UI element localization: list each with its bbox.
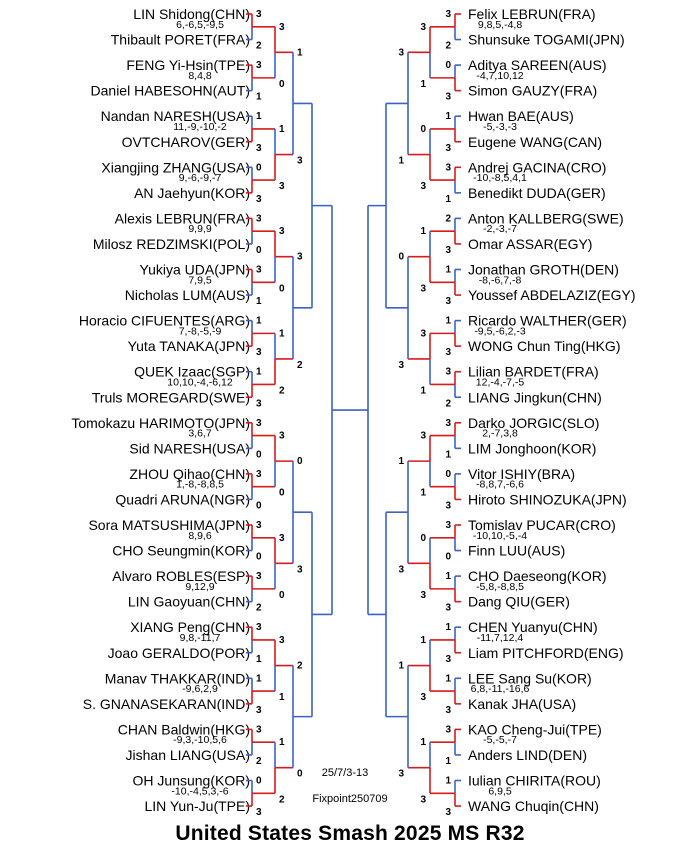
game-score: 2 [445, 213, 451, 225]
game-score: 1 [256, 296, 262, 308]
player-name: CHO Seungmin(KOR) [112, 542, 250, 559]
game-score: 2 [297, 359, 303, 371]
game-score: 3 [256, 622, 262, 634]
game-score: 0 [398, 251, 404, 263]
game-score: 0 [279, 283, 285, 295]
player-name: Dang QIU(GER) [468, 593, 570, 610]
player-name: Sora MATSUSHIMA(JPN) [88, 517, 250, 533]
player-name: Horacio CIFUENTES(ARG) [78, 312, 250, 329]
game-score: 2 [297, 660, 303, 672]
game-score: 1 [445, 775, 451, 787]
player-name: Milosz REDZIMSKI(POL) [92, 235, 250, 252]
game-score: 1 [256, 653, 262, 665]
player-name: Joao GERALDO(POR) [107, 644, 250, 661]
player-name: OVTCHAROV(GER) [121, 133, 250, 150]
game-score: 3 [297, 251, 303, 263]
player-name: Jonathan GROTH(DEN) [468, 261, 619, 278]
set-scores: 10,10,-4,-6,12 [167, 376, 233, 389]
game-score: 1 [256, 91, 262, 103]
game-score: 3 [279, 634, 285, 646]
game-score: 3 [420, 283, 426, 295]
game-score: 1 [297, 47, 303, 59]
set-scores: 6,-6,5,-9,5 [176, 18, 224, 31]
game-score: 0 [256, 500, 262, 512]
player-name: Aditya SAREEN(AUS) [468, 57, 607, 74]
game-score: 3 [445, 347, 451, 359]
game-score: 3 [256, 807, 262, 819]
player-name: Eugene WANG(CAN) [468, 133, 603, 150]
player-name: Tomislav PUCAR(CRO) [468, 517, 616, 533]
game-score: 3 [256, 398, 262, 410]
player-name: Darko JORGIC(SLO) [468, 414, 600, 431]
set-scores: 2,-7,3,8 [482, 427, 518, 440]
set-scores: -9,3,-10,5,6 [173, 734, 227, 747]
game-score: 1 [279, 328, 285, 340]
game-score: 1 [256, 673, 262, 685]
set-scores: -9,5,-6,2,-3 [474, 325, 526, 338]
game-score: 3 [445, 724, 451, 736]
game-score: 1 [256, 366, 262, 378]
game-score: 3 [445, 142, 451, 154]
set-scores: -10,-4,5,3,-6 [171, 785, 229, 798]
player-name: Omar ASSAR(EGY) [468, 235, 593, 252]
set-scores: 9,-6,-9,-7 [178, 172, 222, 185]
player-name: CHEN Yuanyu(CHN) [468, 619, 598, 636]
game-score: 2 [256, 755, 262, 767]
game-score: 3 [445, 500, 451, 512]
game-score: 1 [256, 315, 262, 327]
game-score: 0 [279, 487, 285, 499]
player-name: WONG Chun Ting(HKG) [468, 338, 621, 355]
game-score: 3 [256, 213, 262, 225]
player-name: Jishan LIANG(USA) [125, 746, 250, 763]
set-scores: -11,7,12,4 [476, 631, 524, 644]
set-scores: -8,8,7,-6,6 [476, 478, 524, 491]
player-name: Nicholas LUM(AUS) [124, 287, 250, 304]
game-score: 1 [256, 111, 262, 123]
game-score: 3 [256, 193, 262, 205]
set-scores: 9,8,-11,7 [179, 631, 221, 644]
game-score: 3 [256, 9, 262, 20]
game-score: 1 [420, 78, 426, 90]
game-score: 3 [256, 468, 262, 480]
game-score: 3 [445, 417, 451, 429]
game-score: 0 [420, 532, 426, 544]
game-score: 3 [279, 430, 285, 442]
game-score: 0 [445, 60, 451, 72]
player-name: Hiroto SHINOZUKA(JPN) [468, 491, 627, 508]
game-score: 0 [256, 775, 262, 787]
player-name: CHAN Baldwin(HKG) [117, 721, 250, 738]
player-name: Nandan NARESH(USA) [100, 108, 250, 125]
player-name: Simon GAUZY(FRA) [468, 82, 598, 99]
set-scores: -8,-6,7,-8 [478, 274, 522, 287]
game-score: 1 [445, 622, 451, 634]
game-score: 1 [398, 456, 404, 468]
game-score: 1 [445, 571, 451, 583]
player-name: Lilian BARDET(FRA) [468, 363, 599, 380]
player-name: Ricardo WALTHER(GER) [468, 312, 627, 329]
set-scores: 9,9,9 [188, 223, 212, 236]
game-score: 2 [445, 398, 451, 410]
player-name: Youssef ABDELAZIZ(EGY) [468, 287, 636, 304]
set-scores: 1,-8,-8,8,5 [176, 478, 224, 491]
set-scores: -10,10,-5,-4 [472, 529, 528, 542]
game-score: 0 [279, 78, 285, 90]
game-score: 1 [398, 155, 404, 167]
game-score: 3 [398, 768, 404, 780]
player-name: Anton KALLBERG(SWE) [468, 210, 624, 227]
game-score: 0 [297, 768, 303, 780]
game-score: 3 [256, 417, 262, 429]
player-name: LIN Shidong(CHN) [133, 6, 250, 22]
game-score: 0 [445, 468, 451, 480]
player-name: CHO Daeseong(KOR) [468, 568, 607, 585]
player-name: Kanak JHA(USA) [468, 695, 577, 712]
player-name: QUEK Izaac(SGP) [134, 363, 250, 380]
player-name: Tomokazu HARIMOTO(JPN) [71, 414, 250, 431]
game-score: 3 [256, 142, 262, 154]
player-name: Yukiya UDA(JPN) [139, 261, 250, 278]
game-score: 3 [256, 264, 262, 276]
player-name: LIANG Jingkun(CHN) [468, 389, 602, 406]
player-name: Benedikt DUDA(GER) [468, 184, 606, 201]
game-score: 3 [445, 244, 451, 256]
player-name: Alexis LEBRUN(FRA) [114, 210, 250, 227]
set-scores: 11,-9,-10,-2 [173, 120, 227, 133]
set-scores: -5,-3,-3 [483, 120, 517, 133]
game-score: 3 [445, 520, 451, 531]
game-score: 0 [445, 551, 451, 563]
game-score: 3 [279, 21, 285, 33]
game-score: 0 [256, 551, 262, 563]
set-scores: 8,4,8 [188, 69, 212, 82]
game-score: 1 [420, 385, 426, 397]
player-name: WANG Chuqin(CHN) [468, 798, 599, 815]
player-name: Thibault PORET(FRA) [110, 31, 250, 48]
game-score: 1 [445, 673, 451, 685]
game-score: 1 [445, 193, 451, 205]
game-score: 1 [445, 111, 451, 123]
player-name: Yuta TANAKA(JPN) [127, 338, 250, 355]
set-scores: 6,8,-11,-16,6 [470, 683, 530, 696]
bracket-title: United States Smash 2025 MS R32 [175, 822, 525, 845]
game-score: 3 [256, 704, 262, 716]
game-score: 3 [279, 226, 285, 238]
game-score: 2 [256, 602, 262, 614]
game-score: 1 [420, 226, 426, 238]
game-score: 3 [420, 692, 426, 704]
player-name: Daniel HABESOHN(AUT) [90, 82, 250, 99]
player-name: LIN Gaoyuan(CHN) [127, 593, 250, 610]
set-scores: 7,-8,-5,-9 [178, 325, 222, 338]
player-name: Iulian CHIRITA(ROU) [468, 772, 601, 789]
player-name: Felix LEBRUN(FRA) [468, 6, 596, 22]
game-score: 3 [420, 430, 426, 442]
set-scores: -5,8,-8,8,5 [476, 580, 524, 593]
game-score: 3 [445, 602, 451, 614]
set-scores: 8,9,6 [188, 529, 212, 542]
game-score: 3 [256, 347, 262, 359]
game-score: 0 [279, 589, 285, 601]
game-score: 2 [279, 385, 285, 397]
game-score: 1 [279, 692, 285, 704]
set-scores: 7,9,5 [188, 274, 212, 287]
game-score: 3 [256, 520, 262, 531]
game-score: 3 [445, 162, 451, 174]
set-scores: -5,-5,-7 [483, 734, 517, 747]
date-label: 25/7/3-13 [321, 767, 369, 779]
set-scores: -4,7,10,12 [476, 69, 524, 82]
game-score: 3 [445, 296, 451, 308]
player-name: Andrej GACINA(CRO) [468, 159, 607, 176]
player-name: S. GNANASEKARAN(IND) [82, 695, 250, 712]
game-score: 1 [420, 634, 426, 646]
credit-label: Fixpoint250709 [312, 793, 388, 805]
set-scores: -10,-8,5,4,1 [473, 172, 527, 185]
player-name: Anders LIND(DEN) [468, 746, 588, 763]
set-scores: 6,9,5 [488, 785, 512, 798]
game-score: 3 [445, 9, 451, 20]
player-name: LIM Jonghoon(KOR) [468, 440, 597, 457]
game-score: 3 [256, 724, 262, 736]
player-name: Quadri ARUNA(NGR) [115, 491, 250, 508]
game-score: 3 [445, 807, 451, 819]
game-score: 1 [279, 737, 285, 749]
set-scores: -9,6,2,9 [182, 683, 218, 696]
player-name: Manav THAKKAR(IND) [104, 670, 250, 687]
player-name: Liam PITCHFORD(ENG) [468, 644, 624, 661]
game-score: 3 [398, 47, 404, 59]
player-name: XIANG Peng(CHN) [130, 619, 250, 636]
game-score: 3 [420, 181, 426, 193]
game-score: 0 [256, 449, 262, 461]
game-score: 3 [420, 589, 426, 601]
game-score: 1 [445, 755, 451, 767]
set-scores: -2,-3,-7 [483, 223, 517, 236]
game-score: 3 [420, 794, 426, 806]
game-score: 3 [445, 366, 451, 378]
player-name: Sid NARESH(USA) [129, 440, 250, 457]
game-score: 3 [445, 91, 451, 103]
game-score: 3 [256, 60, 262, 72]
game-score: 3 [445, 704, 451, 716]
game-score: 0 [256, 162, 262, 174]
game-score: 0 [256, 244, 262, 256]
game-score: 0 [420, 123, 426, 135]
player-name: KAO Cheng-Jui(TPE) [468, 721, 602, 738]
game-score: 2 [445, 40, 451, 52]
game-score: 3 [420, 21, 426, 33]
player-name: Truls MOREGARD(SWE) [91, 389, 250, 406]
game-score: 3 [398, 564, 404, 576]
game-score: 3 [279, 181, 285, 193]
game-score: 1 [279, 123, 285, 135]
game-score: 1 [398, 660, 404, 672]
game-score: 3 [256, 571, 262, 583]
game-score: 1 [445, 264, 451, 276]
player-name: OH Junsung(KOR) [132, 772, 250, 789]
game-score: 1 [420, 737, 426, 749]
game-score: 1 [445, 449, 451, 461]
game-score: 3 [297, 564, 303, 576]
game-score: 2 [256, 40, 262, 52]
player-name: Shunsuke TOGAMI(JPN) [468, 31, 625, 48]
set-scores: 3,6,7 [188, 427, 212, 440]
player-name: LIN Yun-Ju(TPE) [144, 798, 250, 815]
player-name: AN Jaehyun(KOR) [134, 184, 250, 201]
player-name: Xiangjing ZHANG(USA) [101, 159, 250, 176]
set-scores: 9,8,5,-4,8 [477, 18, 523, 31]
player-name: Alvaro ROBLES(ESP) [112, 568, 250, 585]
game-score: 3 [445, 653, 451, 665]
player-name: Vitor ISHIY(BRA) [468, 465, 576, 482]
game-score: 3 [398, 359, 404, 371]
game-score: 1 [445, 315, 451, 327]
game-score: 2 [279, 794, 285, 806]
set-scores: 9,12,9 [185, 580, 215, 593]
game-score: 1 [420, 487, 426, 499]
game-score: 3 [420, 328, 426, 340]
player-name: ZHOU Qihao(CHN) [129, 465, 250, 482]
player-name: Finn LUU(AUS) [468, 542, 566, 559]
game-score: 0 [297, 456, 303, 468]
player-name: Hwan BAE(AUS) [468, 108, 574, 125]
player-name: FENG Yi-Hsin(TPE) [126, 57, 250, 74]
game-score: 3 [279, 532, 285, 544]
set-scores: 12,-4,-7,-5 [475, 376, 525, 389]
player-name: LEE Sang Su(KOR) [468, 670, 592, 687]
game-score: 3 [297, 155, 303, 167]
